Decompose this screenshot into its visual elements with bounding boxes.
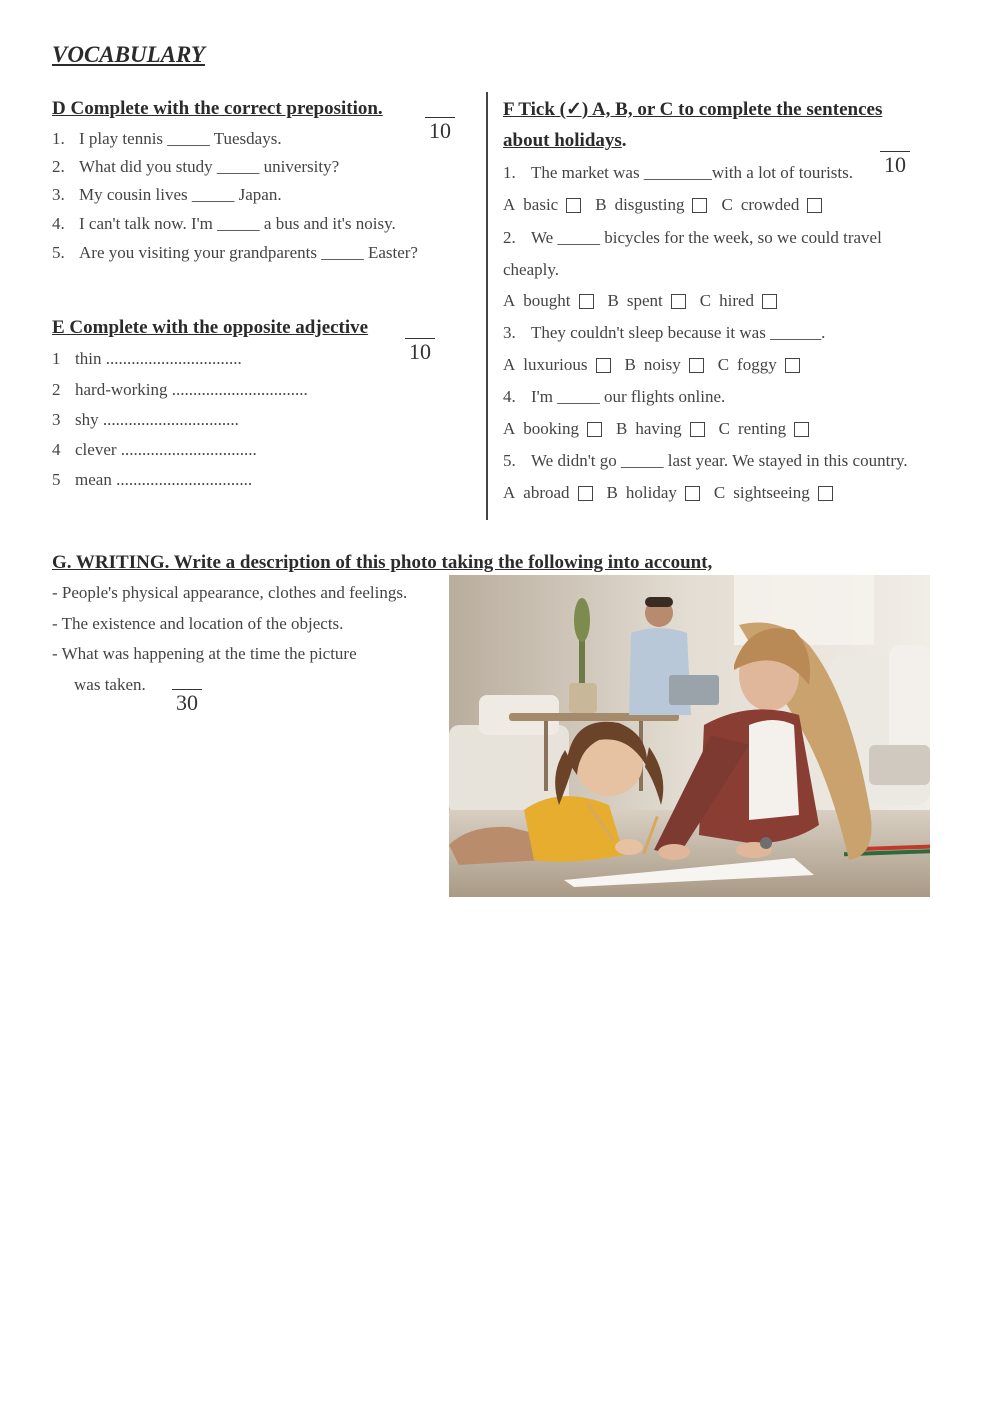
option-checkbox[interactable] — [578, 486, 593, 501]
option-letter: C — [713, 483, 726, 502]
section-g-score: 30 — [172, 689, 202, 715]
option-letter: B — [606, 483, 618, 502]
option-letter: B — [595, 195, 607, 214]
option-letter: A — [503, 355, 516, 374]
option-checkbox[interactable] — [566, 198, 581, 213]
column-divider — [486, 92, 488, 520]
option-checkbox[interactable] — [689, 358, 704, 373]
option-word: hired — [719, 291, 755, 310]
option-c[interactable] — [718, 355, 800, 375]
question-text: The market was ________with a lot of tourists. — [531, 163, 854, 182]
option-c[interactable] — [721, 195, 822, 215]
option-letter: A — [503, 483, 516, 502]
option-b[interactable] — [625, 355, 704, 375]
page-title: VOCABULARY — [52, 42, 205, 67]
option-word: noisy — [643, 355, 681, 374]
section-e-item — [52, 349, 242, 369]
item-text: clever ................................ — [75, 440, 257, 459]
item-text: I can't talk now. I'm _____ a bus and it's noisy. — [79, 214, 396, 233]
option-word: having — [635, 419, 682, 438]
section-g-bullet: - People's physical appearance, clothes and feelings. — [52, 583, 408, 602]
section-e-item — [52, 440, 257, 460]
option-a[interactable] — [503, 291, 594, 311]
question-text: We didn't go _____ last year. We stayed in this country. — [531, 451, 908, 470]
section-f-options — [503, 195, 836, 215]
section-d-item — [52, 214, 396, 234]
item-number: 5 — [52, 470, 61, 489]
option-b[interactable] — [608, 291, 686, 311]
option-letter: A — [503, 291, 516, 310]
option-word: booking — [523, 419, 580, 438]
item-number: 5. — [503, 451, 516, 470]
section-e-item — [52, 410, 239, 430]
option-checkbox[interactable] — [762, 294, 777, 309]
option-a[interactable] — [503, 355, 611, 375]
section-g-heading: G. WRITING. Write a description of this photo taking the following into account, — [52, 552, 713, 573]
option-word: basic — [523, 195, 559, 214]
section-f-options — [503, 355, 814, 375]
section-e-item — [52, 470, 252, 490]
option-checkbox[interactable] — [690, 422, 705, 437]
section-e-heading: E Complete with the opposite adjective — [52, 317, 369, 338]
section-e-score: 10 — [405, 338, 435, 364]
item-text: I play tennis _____ Tuesdays. — [79, 129, 282, 148]
heading-period: . — [621, 130, 627, 151]
item-number: 3. — [52, 185, 65, 204]
item-text: hard-working ................................ — [75, 380, 308, 399]
option-letter: B — [607, 291, 619, 310]
section-f-options — [503, 483, 847, 503]
option-checkbox[interactable] — [785, 358, 800, 373]
item-text: thin ................................ — [75, 349, 242, 368]
item-text: My cousin lives _____ Japan. — [79, 185, 282, 204]
section-f-options — [503, 291, 791, 311]
option-checkbox[interactable] — [587, 422, 602, 437]
option-letter: C — [699, 291, 712, 310]
option-b[interactable] — [607, 483, 700, 503]
writing-photo — [449, 575, 930, 897]
section-f-options — [503, 419, 823, 439]
photo-mother-daughter-drawing — [449, 575, 930, 897]
question-text: We _____ bicycles for the week, so we could travel — [531, 228, 882, 247]
section-g-bullet: - What was happening at the time the picture — [52, 644, 357, 663]
section-f-question — [503, 387, 725, 407]
item-text: mean ................................ — [75, 470, 253, 489]
option-c[interactable] — [700, 291, 777, 311]
option-c[interactable] — [714, 483, 833, 503]
option-word: holiday — [625, 483, 677, 502]
option-word: abroad — [523, 483, 570, 502]
section-d-item — [52, 185, 282, 205]
option-letter: C — [721, 195, 733, 214]
option-a[interactable] — [503, 419, 602, 439]
item-number: 3 — [52, 410, 61, 429]
section-e-item — [52, 380, 308, 400]
option-word: renting — [737, 419, 787, 438]
item-text: What did you study _____ university? — [79, 157, 340, 176]
section-f-question-continuation: cheaply. — [503, 260, 560, 279]
option-word: foggy — [737, 355, 777, 374]
item-number: 1. — [52, 129, 65, 148]
section-f-score: 10 — [880, 151, 910, 177]
section-d-score: 10 — [425, 117, 455, 143]
section-f-question — [503, 163, 853, 183]
option-checkbox[interactable] — [794, 422, 809, 437]
option-word: luxurious — [523, 355, 588, 374]
section-g-bullet-continuation: was taken. — [74, 675, 146, 694]
option-checkbox[interactable] — [818, 486, 833, 501]
option-letter: C — [717, 355, 730, 374]
option-letter: A — [503, 195, 516, 214]
option-word: bought — [523, 291, 571, 310]
item-number: 1 — [52, 349, 61, 368]
question-text: I'm _____ our flights online. — [531, 387, 726, 406]
heading-text: about holidays — [503, 130, 622, 151]
option-a[interactable] — [503, 195, 581, 215]
option-letter: A — [503, 419, 516, 438]
option-checkbox[interactable] — [596, 358, 611, 373]
item-text: shy ................................ — [75, 410, 239, 429]
section-f-heading-line2 — [503, 130, 627, 152]
option-word: sightseeing — [733, 483, 810, 502]
section-d-heading: D Complete with the correct preposition. — [52, 98, 383, 119]
question-text: They couldn't sleep because it was ______. — [531, 323, 826, 342]
item-number: 1. — [503, 163, 516, 182]
section-f-question — [503, 451, 908, 471]
option-word: crowded — [740, 195, 800, 214]
item-number: 2. — [503, 228, 516, 247]
option-checkbox[interactable] — [807, 198, 822, 213]
section-d-item — [52, 243, 418, 263]
item-number: 5. — [52, 243, 65, 262]
section-f-question — [503, 323, 825, 343]
option-letter: B — [616, 419, 628, 438]
option-checkbox[interactable] — [692, 198, 707, 213]
item-number: 2 — [52, 380, 61, 399]
item-number: 2. — [52, 157, 65, 176]
section-f-heading: F Tick (✓) A, B, or C to complete the sentences — [503, 99, 883, 120]
option-letter: B — [624, 355, 636, 374]
option-a[interactable] — [503, 483, 593, 503]
item-number: 3. — [503, 323, 516, 342]
option-c[interactable] — [719, 419, 810, 439]
option-checkbox[interactable] — [579, 294, 594, 309]
option-letter: C — [718, 419, 730, 438]
item-text: Are you visiting your grandparents _____ Easter? — [79, 243, 418, 262]
section-g-bullet: - The existence and location of the objects. — [52, 614, 344, 633]
section-f-question — [503, 228, 882, 248]
option-checkbox[interactable] — [685, 486, 700, 501]
item-number: 4. — [503, 387, 516, 406]
option-b[interactable] — [616, 419, 705, 439]
item-number: 4. — [52, 214, 65, 233]
section-d-item — [52, 157, 339, 177]
option-b[interactable] — [595, 195, 707, 215]
option-word: spent — [626, 291, 663, 310]
section-d-item — [52, 129, 282, 149]
option-checkbox[interactable] — [671, 294, 686, 309]
option-word: disgusting — [614, 195, 685, 214]
item-number: 4 — [52, 440, 61, 459]
